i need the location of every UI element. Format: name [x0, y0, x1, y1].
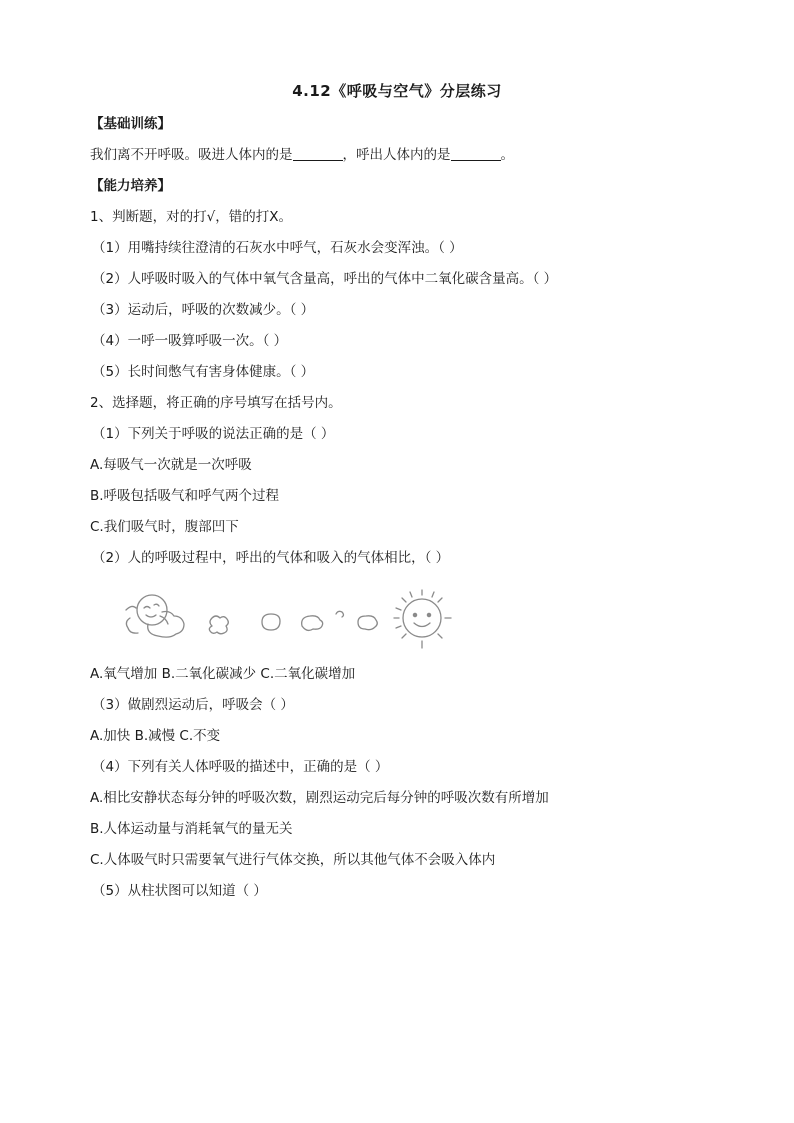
- page-title: 4.12《呼吸与空气》分层练习: [292, 82, 502, 100]
- basic-question-part2: ，呼出人体内的是: [342, 147, 451, 163]
- sun-icon: [394, 590, 451, 648]
- choice-q1-option-b: B.呼吸包括吸气和呼气两个过程: [90, 488, 280, 504]
- choice-q5-stem: （5）从柱状图可以知道（ ）: [92, 883, 267, 899]
- judge-item-4: （4）一呼一吸算呼吸一次。（ ）: [92, 333, 288, 349]
- judge-item-5: （5）长时间憋气有害身体健康。（ ）: [92, 364, 315, 380]
- choice-q4-option-c: C.人体吸气时只需要氧气进行气体交换，所以其他气体不会吸入体内: [90, 852, 496, 868]
- basic-question-part3: 。: [500, 147, 514, 163]
- choice-q4-option-a: A.相比安静状态每分钟的呼吸次数，剧烈运动完后每分钟的呼吸次数有所增加: [90, 790, 549, 806]
- judge-item-2: （2）人呼吸时吸入的气体中氧气含量高，呼出的气体中二氧化碳含量高。（ ）: [92, 271, 558, 287]
- cloud-sun-illustration: [120, 588, 465, 656]
- choice-q4-stem: （4）下列有关人体呼吸的描述中，正确的是（ ）: [92, 759, 389, 775]
- choice-q3-stem: （3）做剧烈运动后，呼吸会（ ）: [92, 697, 294, 713]
- judge-item-1: （1）用嘴持续往澄清的石灰水中呼气，石灰水会变浑浊。（ ）: [92, 240, 463, 256]
- small-cloud-icon: [302, 616, 323, 631]
- judge-item-3: （3）运动后，呼吸的次数减少。（ ）: [92, 302, 315, 318]
- basic-question-part1: 我们离不开呼吸。吸进人体内的是: [90, 147, 293, 163]
- choice-q1-stem: （1）下列关于呼吸的说法正确的是（ ）: [92, 426, 335, 442]
- choice-heading: 2、选择题，将正确的序号填写在括号内。: [90, 395, 342, 411]
- small-cloud-icon: [209, 616, 228, 634]
- section-basic-heading: 【基础训练】: [90, 116, 171, 132]
- choice-q4-option-b: B.人体运动量与消耗氧气的量无关: [90, 821, 293, 837]
- choice-q2-options: A.氧气增加 B.二氧化碳减少 C.二氧化碳增加: [90, 666, 356, 682]
- small-cloud-icon: [336, 611, 377, 629]
- answer-blank-1: [293, 146, 343, 161]
- choice-q1-option-c: C.我们吸气时，腹部凹下: [90, 519, 239, 535]
- section-ability-heading: 【能力培养】: [90, 178, 171, 194]
- choice-q3-options: A.加快 B.减慢 C.不变: [90, 728, 221, 744]
- cloud-face-icon: [126, 595, 184, 637]
- small-cloud-icon: [262, 614, 280, 630]
- choice-q1-option-a: A.每吸气一次就是一次呼吸: [90, 457, 252, 473]
- judge-heading: 1、判断题，对的打√，错的打Ⅹ。: [90, 209, 292, 225]
- choice-q2-stem: （2）人的呼吸过程中，呼出的气体和吸入的气体相比，（ ）: [92, 550, 450, 566]
- basic-question: [90, 145, 514, 165]
- answer-blank-2: [451, 146, 501, 161]
